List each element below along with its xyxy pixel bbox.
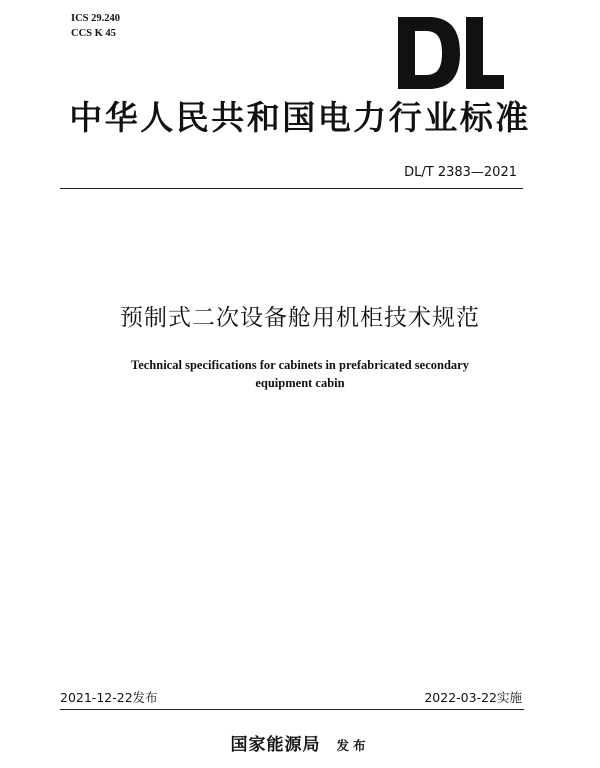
ccs-code: CCS K 45 — [71, 28, 116, 39]
english-title-line-2: equipment cabin — [255, 376, 345, 390]
publisher-name: 国家能源局 — [230, 735, 321, 755]
bottom-divider — [60, 709, 524, 710]
publisher — [0, 734, 600, 756]
classification-codes — [71, 11, 120, 41]
english-title-line-1: Technical specifications for cabinets in prefabricated secondary — [131, 358, 469, 372]
implementation-date: 2022-03-22实施 — [424, 690, 522, 705]
publisher-action: 发布 — [336, 738, 370, 753]
document-title-english — [0, 356, 600, 392]
top-divider — [60, 188, 523, 189]
document-title-chinese: 预制式二次设备舱用机柜技术规范 — [120, 305, 480, 331]
standard-number: DL/T 2383—2021 — [404, 165, 517, 180]
standard-category: 中华人民共和国电力行业标准 — [69, 98, 531, 137]
dl-logo — [398, 17, 506, 89]
dl-logo-d — [398, 17, 460, 89]
ics-code: ICS 29.240 — [71, 13, 121, 24]
issue-date: 2021-12-22发布 — [60, 690, 158, 705]
dl-logo-l — [466, 17, 504, 89]
